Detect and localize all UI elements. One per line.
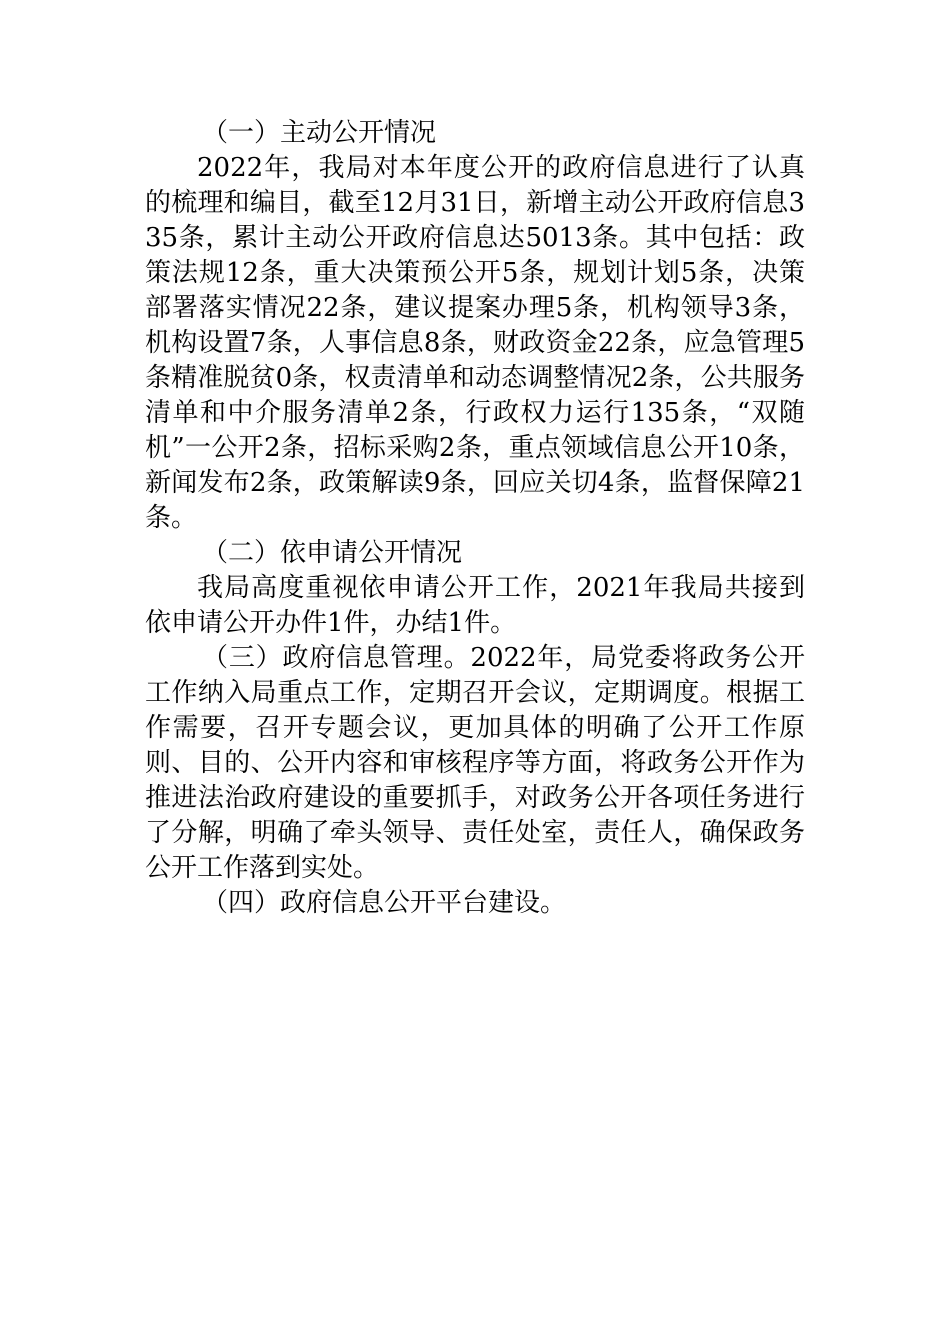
document-body	[145, 116, 805, 921]
section-1-heading: （一）主动公开情况	[202, 118, 437, 148]
section-4-heading: （四）政府信息公开平台建设。	[202, 888, 567, 918]
section-2-paragraph: 我局高度重视依申请公开工作，2021年我局共接到依申请公开办件1件，办结1件。	[145, 573, 805, 638]
section-3-paragraph: （三）政府信息管理。2022年，局党委将政务公开工作纳入局重点工作，定期召开会议，定期调度。根据工作需要，召开专题会议，更加具体的明确了公开工作原则、目的、公开内容和审核程序等方面，将政务公开作为推进法治政府建设的重要抓手，对政务公开各项任务进行了分解，明确了牵头领导、责任处室，责任人，确保政务公开工作落到实处。	[145, 643, 805, 883]
section-1-paragraph: 2022年，我局对本年度公开的政府信息进行了认真的梳理和编目，截至12月31日，新增主动公开政府信息335条，累计主动公开政府信息达5013条。其中包括：政策法规12条，重大决策预公开5条，规划计划5条，决策部署落实情况22条，建议提案办理5条，机构领导3条，机构设置7条，人事信息8条，财政资金22条，应急管理5条精准脱贫0条，权责清单和动态调整情况2条，公共服务清单和中介服务清单2条，行政权力运行135条，“双随机”一公开2条，招标采购2条，重点领域信息公开10条，新闻发布2条，政策解读9条，回应关切4条，监督保障21条。	[145, 153, 805, 533]
section-2-heading: （二）依申请公开情况	[202, 538, 463, 568]
